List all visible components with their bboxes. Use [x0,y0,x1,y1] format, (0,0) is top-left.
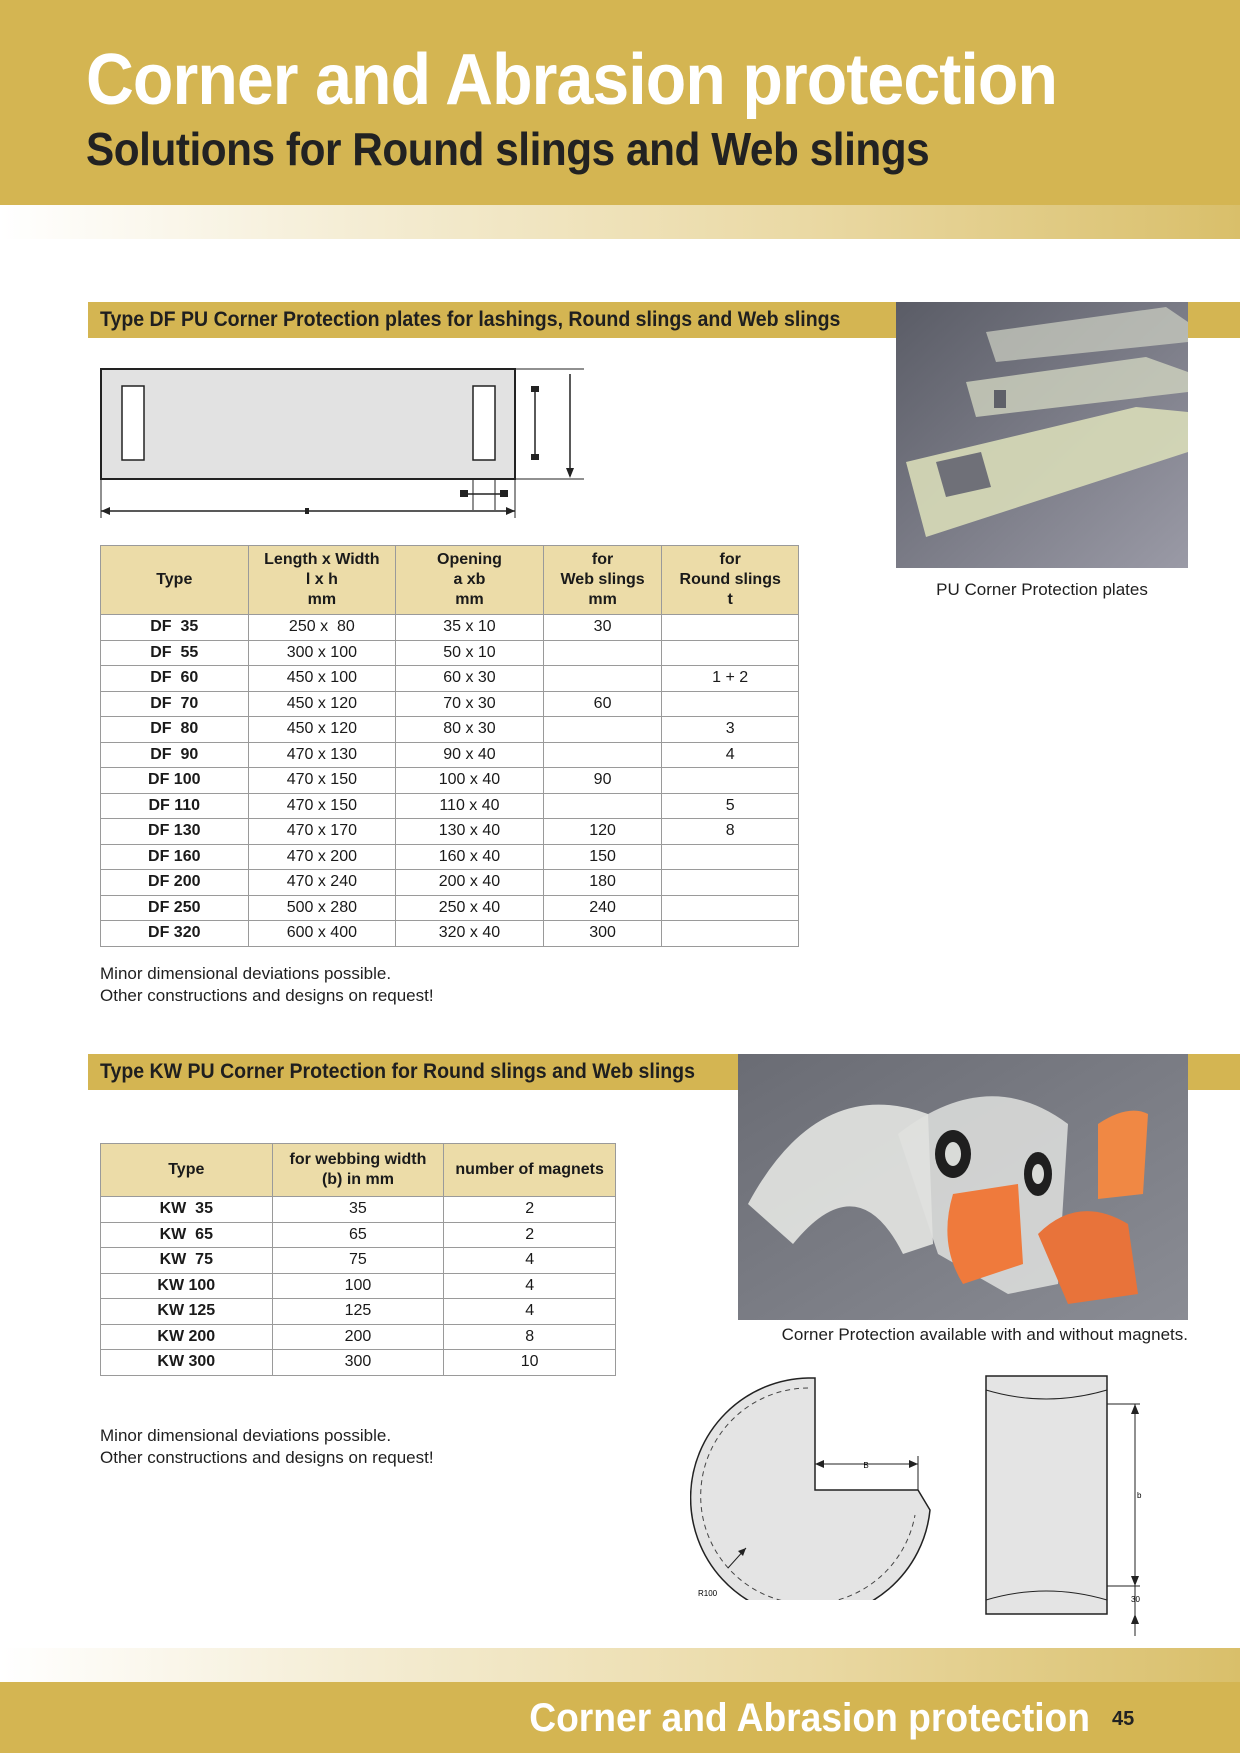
table-row [101,1273,616,1299]
table-cell: 8 [444,1324,616,1350]
table-cell: 180 [543,870,662,896]
table-cell: DF 100 [101,768,249,794]
table-cell: 470 x 200 [248,844,396,870]
table-cell: DF 110 [101,793,249,819]
table-cell: 2 [444,1197,616,1223]
table-cell: 600 x 400 [248,921,396,947]
table-cell: KW 300 [101,1350,273,1376]
page-title: Corner and Abrasion protection [86,40,1057,120]
df-col-opening [396,546,544,615]
df-col-opening-l2: a xb [453,571,486,588]
kw-note-request: Other constructions and designs on request! [100,1448,434,1467]
df-notes [100,963,434,1007]
table-cell: 90 [543,768,662,794]
kw-side-view-drawing [690,1370,950,1600]
table-cell: 60 x 30 [396,666,544,692]
table-cell: 60 [543,691,662,717]
kw-photo-caption: Corner Protection available with and without magnets. [781,1325,1188,1344]
table-cell: 240 [543,895,662,921]
table-row [101,870,799,896]
table-row [101,768,799,794]
table-cell: 470 x 130 [248,742,396,768]
table-cell: 160 x 40 [396,844,544,870]
table-row [101,615,799,641]
table-cell: 3 [662,717,799,743]
df-col-round-slings [662,546,799,615]
kw-col-type-label: Type [168,1161,205,1178]
table-cell: KW 65 [101,1222,273,1248]
table-cell: DF 320 [101,921,249,947]
table-cell: 470 x 240 [248,870,396,896]
table-cell [662,921,799,947]
df-col-type [101,546,249,615]
footer-title: Corner and Abrasion protection [529,1696,1090,1740]
df-col-type-label: Type [156,571,193,588]
table-cell: 65 [272,1222,444,1248]
table-cell: 30 [543,615,662,641]
table-cell: 70 x 30 [396,691,544,717]
table-cell [662,640,799,666]
table-cell [543,717,662,743]
table-row [101,1350,616,1376]
kw-front-view-drawing [980,1374,1160,1640]
kw-notes [100,1425,434,1469]
kw-product-photo [738,1054,1188,1320]
table-cell: 450 x 100 [248,666,396,692]
table-cell: 75 [272,1248,444,1274]
table-cell: KW 125 [101,1299,273,1325]
df-spec-table [100,545,799,947]
kw-col-webbing-width [272,1144,444,1197]
table-cell [543,640,662,666]
table-cell: DF 90 [101,742,249,768]
df-col-length-width [248,546,396,615]
df-col-length-width-l1: Length x Width [264,551,380,568]
table-cell: 470 x 150 [248,768,396,794]
kw-col-webbing-width-l2: (b) in mm [321,1171,394,1188]
table-cell: KW 75 [101,1248,273,1274]
table-row [101,1248,616,1274]
df-col-web-slings-l3: mm [588,591,617,608]
table-cell: DF 60 [101,666,249,692]
page-subtitle: Solutions for Round slings and Web slings [86,123,930,175]
table-cell: KW 200 [101,1324,273,1350]
table-cell: 35 [272,1197,444,1223]
table-cell: 90 x 40 [396,742,544,768]
table-row [101,793,799,819]
df-note-request: Other constructions and designs on request! [100,986,434,1005]
table-cell: KW 35 [101,1197,273,1223]
kw-col-magnets-label: number of magnets [455,1161,604,1178]
table-cell: 320 x 40 [396,921,544,947]
table-cell: 300 x 100 [248,640,396,666]
table-cell: 4 [444,1248,616,1274]
table-cell: 470 x 150 [248,793,396,819]
table-row [101,691,799,717]
table-cell: DF 200 [101,870,249,896]
table-cell: 120 [543,819,662,845]
table-cell [662,870,799,896]
table-cell: 150 [543,844,662,870]
table-cell: 300 [272,1350,444,1376]
table-cell: 130 x 40 [396,819,544,845]
table-row [101,1222,616,1248]
table-cell [543,666,662,692]
table-cell [662,768,799,794]
kw-spec-table [100,1143,616,1376]
page-number: 45 [1112,1708,1135,1730]
df-col-opening-l1: Opening [437,551,502,568]
df-plate-drawing [98,364,588,520]
df-col-web-slings-l1: for [591,551,614,568]
df-col-length-width-l3: mm [307,591,337,608]
table-cell: 5 [662,793,799,819]
table-row [101,640,799,666]
table-cell: DF 250 [101,895,249,921]
df-product-photo [896,302,1188,568]
table-cell: 450 x 120 [248,691,396,717]
footer-gradient [0,1648,1240,1682]
table-cell: 100 x 40 [396,768,544,794]
table-cell: 1 + 2 [662,666,799,692]
table-cell: KW 100 [101,1273,273,1299]
df-section-title: Type DF PU Corner Protection plates for lashings, Round slings and Web slings [100,308,841,331]
kw-col-magnets [444,1144,616,1197]
df-col-opening-l3: mm [455,591,484,608]
table-row [101,1197,616,1223]
table-cell: 110 x 40 [396,793,544,819]
df-col-round-slings-l3: t [727,591,733,608]
table-cell: 470 x 170 [248,819,396,845]
df-note-deviations: Minor dimensional deviations possible. [100,964,392,983]
df-photo-caption: PU Corner Protection plates [936,580,1148,599]
table-cell: 10 [444,1350,616,1376]
table-cell [662,615,799,641]
table-cell: 200 x 40 [396,870,544,896]
table-cell: DF 35 [101,615,249,641]
df-col-web-slings-l2: Web slings [560,571,645,588]
table-row [101,1324,616,1350]
table-row [101,895,799,921]
table-cell: 50 x 10 [396,640,544,666]
table-row [101,844,799,870]
table-row [101,717,799,743]
df-col-web-slings [543,546,662,615]
table-cell: DF 160 [101,844,249,870]
table-cell: 200 [272,1324,444,1350]
table-row [101,819,799,845]
table-cell [543,793,662,819]
kw-radius-label: R100 [698,1589,718,1598]
table-cell: 125 [272,1299,444,1325]
table-cell: 8 [662,819,799,845]
table-cell: 450 x 120 [248,717,396,743]
table-cell: 2 [444,1222,616,1248]
table-row [101,666,799,692]
table-row [101,742,799,768]
table-cell: DF 55 [101,640,249,666]
header-gradient [0,205,1240,239]
df-col-round-slings-l1: for [719,551,741,568]
kw-col-type [101,1144,273,1197]
table-cell: 80 x 30 [396,717,544,743]
table-cell: 250 x 80 [248,615,396,641]
kw-height-label: b [1137,1491,1142,1500]
kw-note-deviations: Minor dimensional deviations possible. [100,1426,392,1445]
table-cell: 300 [543,921,662,947]
table-cell: 100 [272,1273,444,1299]
df-col-round-slings-l2: Round slings [679,571,781,588]
kw-col-webbing-width-l1: for webbing width [289,1151,427,1168]
table-cell [662,844,799,870]
table-cell: 35 x 10 [396,615,544,641]
kw-section-title: Type KW PU Corner Protection for Round slings and Web slings [100,1060,695,1083]
table-cell: 4 [662,742,799,768]
table-row [101,921,799,947]
kw-edge-label: 30 [1131,1595,1140,1604]
table-cell [662,691,799,717]
table-cell: 4 [444,1273,616,1299]
table-cell: 4 [444,1299,616,1325]
kw-width-label: B [863,1461,869,1470]
table-row [101,1299,616,1325]
df-col-length-width-l2: l x h [305,571,338,588]
table-cell: 500 x 280 [248,895,396,921]
table-cell: DF 70 [101,691,249,717]
table-cell [543,742,662,768]
table-cell: DF 130 [101,819,249,845]
table-cell [662,895,799,921]
table-cell: DF 80 [101,717,249,743]
table-cell: 250 x 40 [396,895,544,921]
